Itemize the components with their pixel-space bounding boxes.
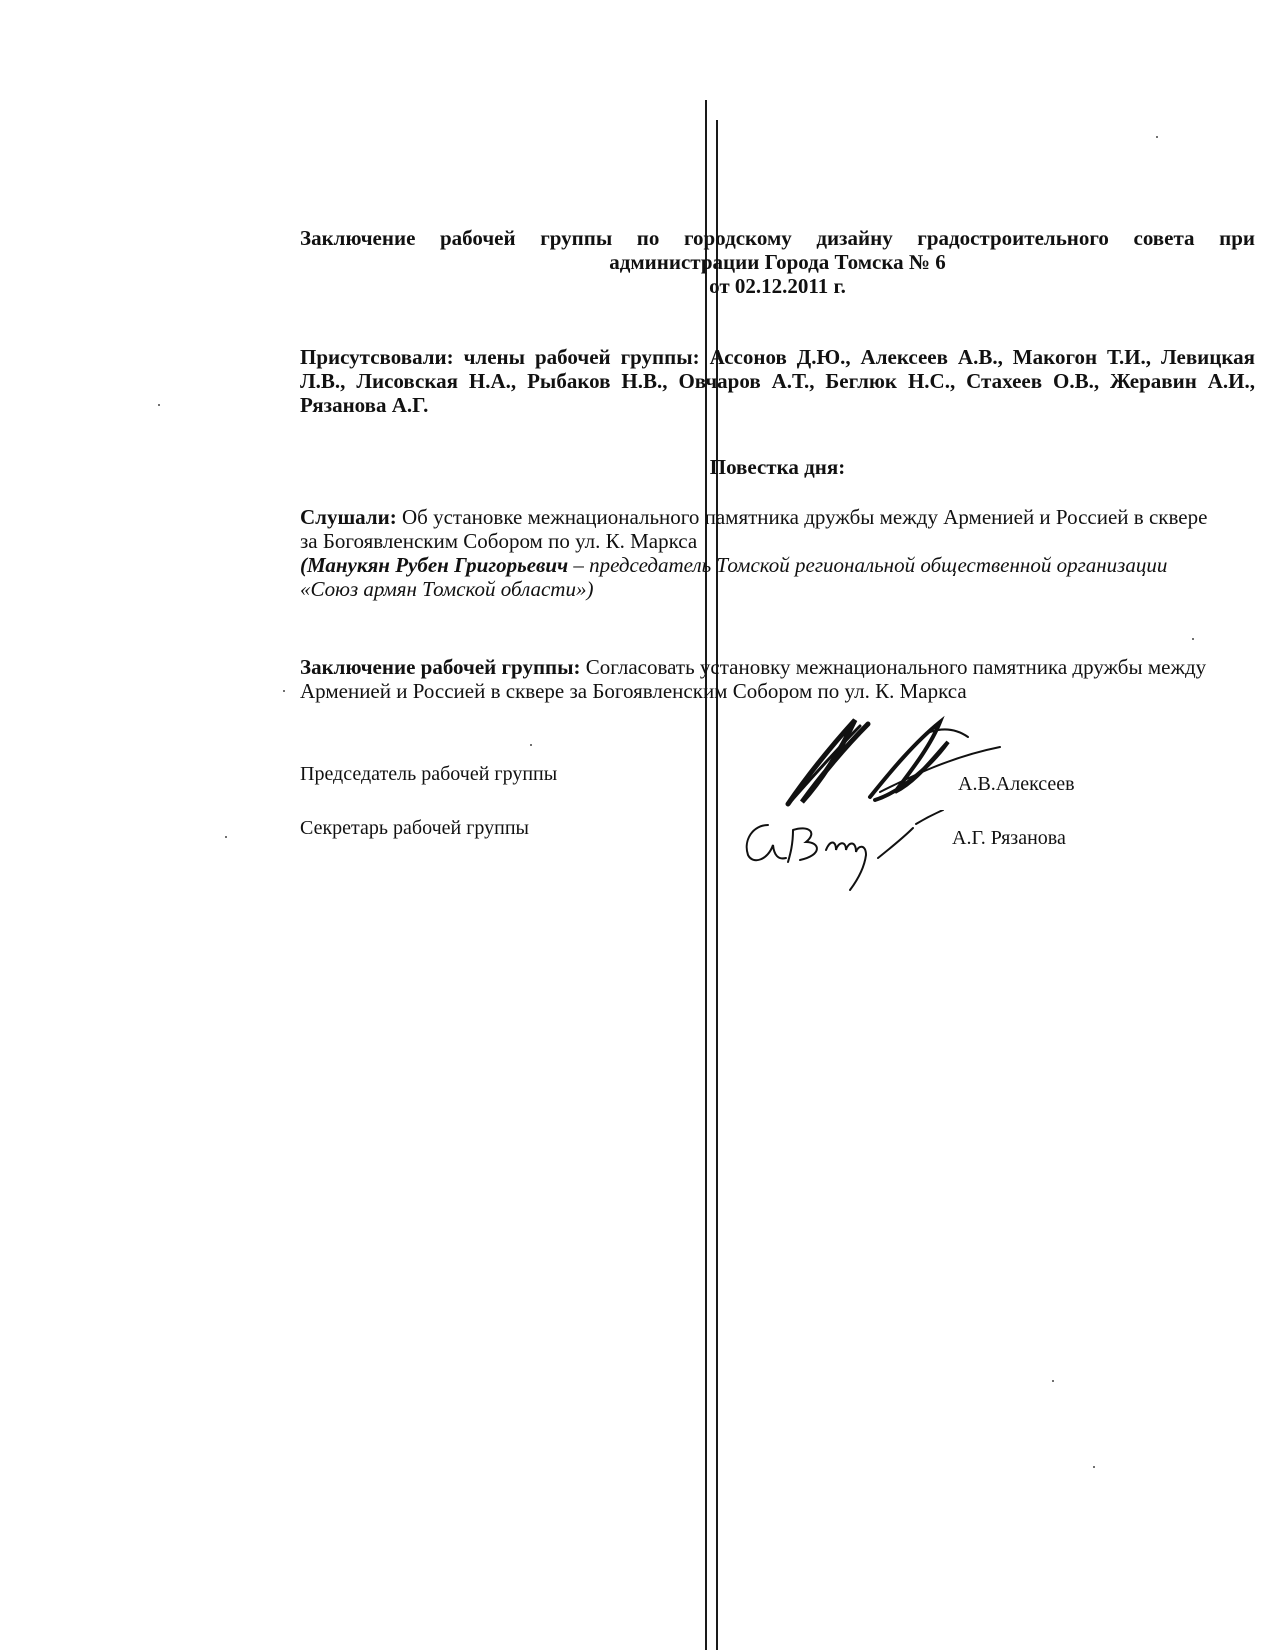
document-title: [300, 226, 1255, 298]
scan-artifact-line: [705, 100, 707, 1650]
chairman-signature: [780, 712, 1010, 812]
scan-speck: [1052, 1380, 1054, 1382]
chairman-role: Председатель рабочей группы: [300, 763, 558, 785]
attendees-label: Присутсвовали:: [300, 345, 454, 369]
secretary-role: Секретарь рабочей группы: [300, 817, 529, 839]
chairman-name: А.В.Алексеев: [958, 773, 1075, 795]
scan-speck: [225, 836, 227, 838]
heard-text: Об установке межнационального памятника дружбы между Арменией и Россией в сквере за Богоявленским Собором по ул. К. Маркса: [300, 505, 1208, 553]
speaker-role: – председатель Томской региональной общественной организации «Союз армян Томской области»): [300, 553, 1168, 601]
heard-label: Слушали:: [300, 505, 397, 529]
scan-speck: [158, 404, 160, 406]
agenda-heading: Повестка дня:: [709, 455, 846, 479]
scan-speck: [1156, 136, 1158, 138]
scan-speck: [1093, 1466, 1095, 1468]
title-line-3: от 02.12.2011 г.: [709, 274, 846, 298]
scan-speck: [530, 744, 532, 746]
speaker-name: (Манукян Рубен Григорьевич: [300, 553, 569, 577]
title-line-1: Заключение рабочей группы по городскому дизайну градостроительного совета при: [300, 226, 1255, 250]
attendees-paragraph: [300, 345, 1255, 417]
conclusion-paragraph: [300, 655, 1250, 703]
scan-speck: [1192, 638, 1194, 640]
scan-speck: [283, 690, 285, 692]
conclusion-label: Заключение рабочей группы:: [300, 655, 581, 679]
secretary-signature: [738, 810, 948, 900]
attendees-text: члены рабочей группы: Ассонов Д.Ю., Алексеев А.В., Макогон Т.И., Левицкая Л.В., Лисовская Н.А., Рыбаков Н.В., Овчаров А.Т., Беглюк Н.С., Стахеев О.В., Жеравин А.И., Рязанова А.Г.: [300, 345, 1255, 417]
heard-paragraph: [300, 505, 1220, 601]
secretary-name: А.Г. Рязанова: [952, 827, 1066, 849]
title-line-2: администрации Города Томска № 6: [609, 250, 946, 274]
conclusion-text: Согласовать установку межнационального памятника дружбы между Арменией и Россией в сквере за Богоявленским Собором по ул. К. Маркса: [300, 655, 1207, 703]
